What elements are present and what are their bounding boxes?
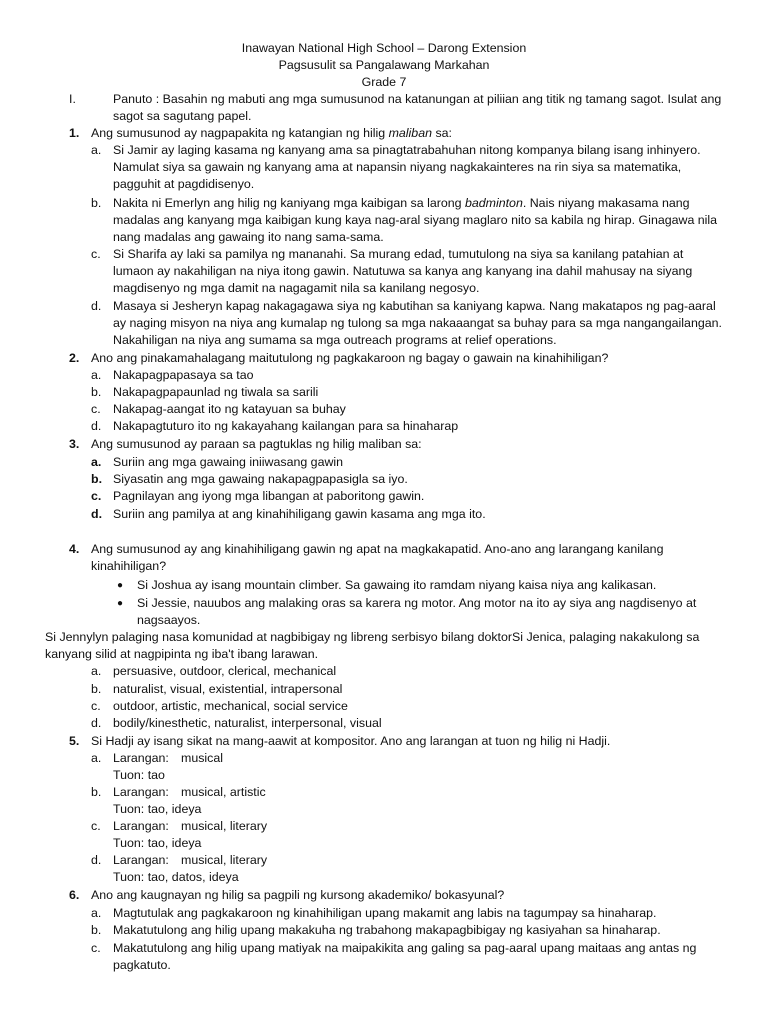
question-text-emphasis: maliban bbox=[388, 126, 432, 140]
field-label: Larangan: bbox=[113, 853, 169, 867]
option-text: Pagnilayan ang iyong mga libangan at paboritong gawin. bbox=[113, 489, 425, 503]
paragraph-line: Si Jennylyn palaging nasa komunidad at nagbibigay ng libreng serbisyo bilang doktorSi Jenica, palaging nakakulong sa bbox=[45, 630, 700, 644]
option-text: naturalist, visual, existential, intrapersonal bbox=[113, 682, 343, 696]
instructions-line-1: Panuto : Basahin ng mabuti ang mga sumusunod na katanungan at piliian ang titik ng tamang sagot. Isulat ang bbox=[113, 92, 722, 106]
option-text-line: Nakahiligan na niya ang sumama sa mga outreach programs at relief operations. bbox=[113, 333, 557, 347]
focus-value: tao, ideya bbox=[147, 802, 202, 816]
option-text-line: Si Sharifa ay laki sa pamilya ng mananahi. Sa murang edad, tumutulong na siya sa kanilang patahian at bbox=[113, 247, 684, 261]
question-number: 3. bbox=[69, 437, 80, 451]
option-text: Suriin ang pamilya at ang kinahihiligang gawin kasama ang mga ito. bbox=[113, 507, 486, 521]
question-text: Ang sumusunod ay paraan sa pagtuklas ng hilig maliban sa: bbox=[91, 437, 422, 451]
option-letter: b. bbox=[91, 196, 102, 210]
question-number: 4. bbox=[69, 542, 80, 556]
option-letter: b. bbox=[91, 923, 102, 937]
focus-label: Tuon: bbox=[113, 870, 145, 884]
option-letter: a. bbox=[91, 368, 102, 382]
question-number: 5. bbox=[69, 734, 80, 748]
school-name: Inawayan National High School – Darong Extension bbox=[241, 41, 527, 55]
question-number: 1. bbox=[69, 126, 80, 140]
option-letter: a. bbox=[91, 751, 102, 765]
option-text-part: . Nais niyang makasama nang bbox=[522, 196, 690, 210]
option-text-line: Makatutulong ang hilig upang matiyak na maipakikita ang galing sa pag-aaral upang maitaas ang antas ng bbox=[113, 941, 697, 955]
paragraph-line: kanyang silid at nagpipinta ng iba't ibang larawan. bbox=[45, 647, 319, 661]
option-letter: d. bbox=[91, 419, 102, 433]
question-text-part: sa: bbox=[432, 126, 452, 140]
option-text: Magtutulak ang pagkakaroon ng kinahihiligan upang makamit ang labis na tagumpay sa hinaharap. bbox=[113, 906, 657, 920]
focus-value: tao, datos, ideya bbox=[147, 870, 239, 884]
option-text-line: pagkatuto. bbox=[113, 958, 171, 972]
focus-label: Tuon: bbox=[113, 836, 145, 850]
option-text-line: lumaon ay nakahiligan na niya itong gawin. Natutuwa sa kanya ang kanyang ina dahil mahusay na siyang bbox=[113, 264, 693, 278]
bullet-text-line: Si Jessie, nauubos ang malaking oras sa karera ng motor. Ang motor na ito ay siya ang nagdisenyo at bbox=[137, 596, 697, 610]
exam-header bbox=[0, 40, 768, 91]
grade-level: Grade 7 bbox=[361, 75, 407, 89]
option-text: Nakapag-aangat ito ng katayuan sa buhay bbox=[113, 402, 346, 416]
option-letter: a. bbox=[91, 906, 102, 920]
field-value: musical, artistic bbox=[181, 785, 266, 799]
bullet-icon: ● bbox=[117, 598, 124, 609]
option-letter: d. bbox=[91, 507, 103, 521]
field-value: musical, literary bbox=[181, 853, 268, 867]
option-letter: b. bbox=[91, 682, 102, 696]
question-number: 2. bbox=[69, 351, 80, 365]
option-text-line: madalas ang kanyang mga kaibigan kung kaya nag-aral siyang maglaro nito sa kabila ng hirap. Ginagawa nila bbox=[113, 213, 718, 227]
option-text-line: magdisenyo ng mga damit na nagagamit nila sa kanilang negosyo. bbox=[113, 281, 480, 295]
bullet-text: Si Joshua ay isang mountain climber. Sa gawaing ito ramdam niyang kaisa niya ang kalikasan. bbox=[137, 578, 657, 592]
bullet-text-line: nagsaayos. bbox=[137, 613, 201, 627]
field-label: Larangan: bbox=[113, 819, 169, 833]
option-letter: b. bbox=[91, 785, 102, 799]
exam-title: Pagsusulit sa Pangalawang Markahan bbox=[278, 58, 490, 72]
instructions-line-2: sagot sa sagutang papel. bbox=[113, 109, 252, 123]
option-text-line: Si Jamir ay laging kasama ng kanyang ama sa pinagtatrabahuhan nitong kompanya bilang isang inhinyero. bbox=[113, 143, 701, 157]
option-text: Siyasatin ang mga gawaing nakapagpapasigla sa iyo. bbox=[113, 472, 408, 486]
option-text-line bbox=[113, 195, 690, 212]
option-text-emphasis: badminton bbox=[464, 196, 523, 210]
question-number: 6. bbox=[69, 888, 80, 902]
field-value: musical, literary bbox=[181, 819, 268, 833]
focus-label: Tuon: bbox=[113, 768, 145, 782]
question-text bbox=[91, 125, 452, 142]
field-value: musical bbox=[181, 751, 223, 765]
option-letter: c. bbox=[91, 402, 101, 416]
focus-line bbox=[113, 767, 165, 784]
option-text-line: pagguhit at pagdidisenyo. bbox=[113, 177, 255, 191]
instructions-numeral: I. bbox=[69, 92, 76, 106]
option-text: Makatutulong ang hilig upang makakuha ng trabahong makapagbibigay ng kasiyahan sa hinaharap. bbox=[113, 923, 661, 937]
option-text-line: Namulat siya sa gawain ng kanyang ama at napansin niyang nagkakainteres na rin siya sa matematika, bbox=[113, 160, 682, 174]
question-text-part: Ang sumusunod ay nagpapakita ng katangian ng hilig bbox=[91, 126, 389, 140]
question-text-line: Ang sumusunod ay ang kinahihiligang gawin ng apat na magkakapatid. Ano-ano ang larangang kanilang bbox=[91, 542, 664, 556]
option-letter: d. bbox=[91, 716, 102, 730]
option-letter: c. bbox=[91, 699, 101, 713]
option-letter: c. bbox=[91, 247, 101, 261]
option-letter: b. bbox=[91, 385, 102, 399]
option-letter: a. bbox=[91, 455, 102, 469]
option-letter: c. bbox=[91, 489, 102, 503]
option-text: persuasive, outdoor, clerical, mechanical bbox=[113, 664, 337, 678]
option-letter: a. bbox=[91, 664, 102, 678]
question-text: Si Hadji ay isang sikat na mang-aawit at kompositor. Ano ang larangan at tuon ng hilig ni Hadji. bbox=[91, 734, 611, 748]
option-letter: c. bbox=[91, 819, 101, 833]
option-letter: c. bbox=[91, 941, 101, 955]
option-text: Nakapagtuturo ito ng kakayahang kailangan para sa hinaharap bbox=[113, 419, 459, 433]
focus-label: Tuon: bbox=[113, 802, 145, 816]
option-text-part: Nakita ni Emerlyn ang hilig ng kaniyang mga kaibigan sa larong bbox=[113, 196, 465, 210]
focus-value: tao, ideya bbox=[147, 836, 202, 850]
question-text: Ano ang kaugnayan ng hilig sa pagpili ng kursong akademiko/ bokasyunal? bbox=[91, 888, 505, 902]
option-text: bodily/kinesthetic, naturalist, interpersonal, visual bbox=[113, 716, 382, 730]
question-text-line: kinahihiligan? bbox=[91, 559, 167, 573]
option-text-line: nang madalas ang gawaing ito nang sama-sama. bbox=[113, 230, 384, 244]
bullet-icon: ● bbox=[117, 580, 124, 591]
field-label: Larangan: bbox=[113, 785, 169, 799]
option-letter: d. bbox=[91, 853, 102, 867]
option-letter: b. bbox=[91, 472, 103, 486]
option-text-line: ay naging misyon na niya ang kumalap ng tulong sa mga nakaaangat sa buhay para sa mga nangangailangan. bbox=[113, 316, 722, 330]
question-text: Ano ang pinakamahalagang maitutulong ng pagkakaroon ng bagay o gawain na kinahihiligan? bbox=[91, 351, 609, 365]
option-text: Nakapagpapasaya sa tao bbox=[113, 368, 254, 382]
option-letter: a. bbox=[91, 143, 102, 157]
field-label: Larangan: bbox=[113, 751, 169, 765]
option-text: Suriin ang mga gawaing iniiwasang gawin bbox=[113, 455, 344, 469]
option-letter: d. bbox=[91, 299, 102, 313]
option-text: outdoor, artistic, mechanical, social service bbox=[113, 699, 348, 713]
option-text-line: Masaya si Jesheryn kapag nakagagawa siya ng kabutihan sa kaniyang kapwa. Nang makatapos ng pag-aaral bbox=[113, 299, 716, 313]
focus-line bbox=[113, 801, 201, 818]
option-text: Nakapagpapaunlad ng tiwala sa sarili bbox=[113, 385, 319, 399]
focus-value: tao bbox=[147, 768, 165, 782]
focus-line bbox=[113, 835, 201, 852]
focus-line bbox=[113, 869, 239, 886]
